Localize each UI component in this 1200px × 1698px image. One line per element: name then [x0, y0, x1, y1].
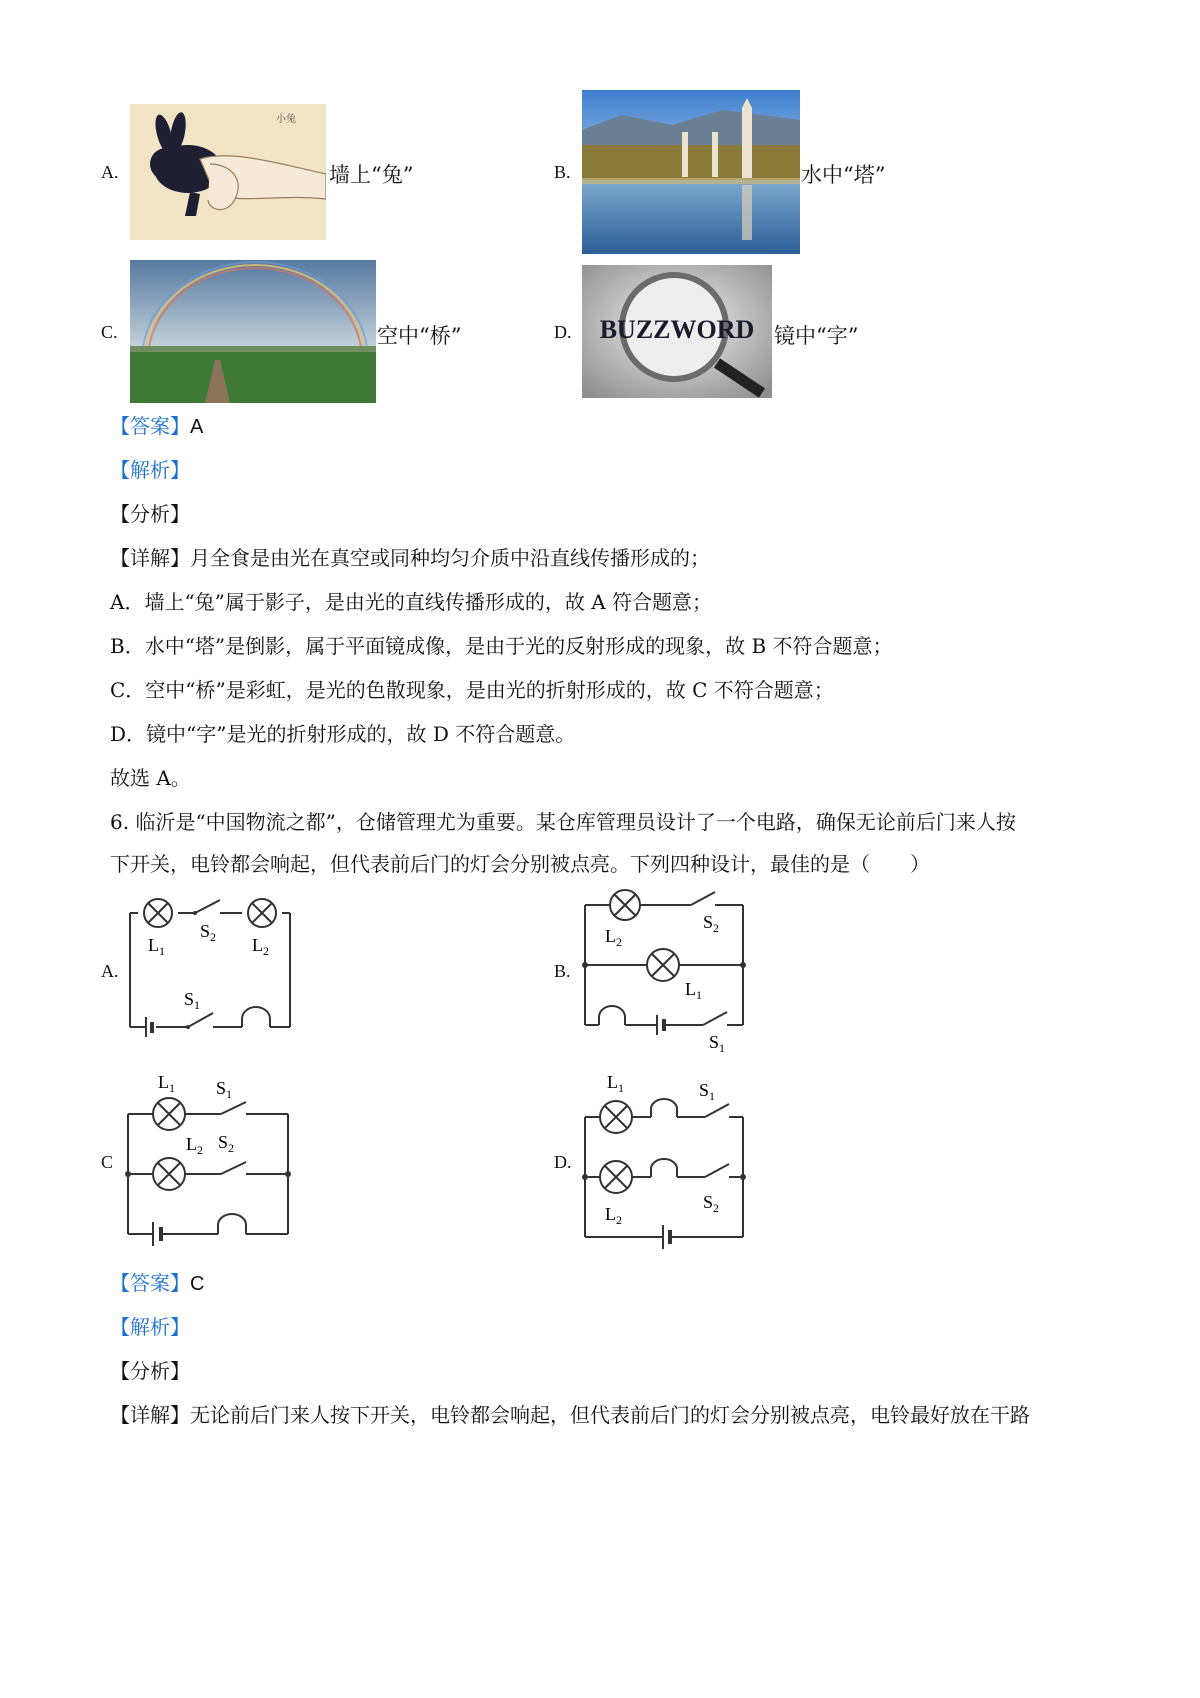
- label-l1: $L_1$: [158, 1072, 175, 1095]
- explanation-line: D．镜中“字”是光的折射形成的，故 D 不符合题意。: [110, 722, 576, 746]
- circuit-c-letter: C: [101, 1152, 114, 1172]
- option-a-caption: 墙上“兔”: [329, 163, 414, 187]
- circuit-b-diagram: [575, 880, 755, 1055]
- label-l1: $L_1$: [685, 979, 702, 1002]
- label-l2: $L_2$: [605, 926, 622, 949]
- answer-value: A: [190, 416, 204, 438]
- circuit-d-letter: D.: [554, 1152, 572, 1172]
- circuit-a-letter: A.: [101, 961, 119, 981]
- label-l2: $L_2$: [605, 1204, 622, 1227]
- label-s2: $S_2$: [218, 1132, 235, 1155]
- rainbow-image: [130, 260, 376, 403]
- label-l2: $L_2$: [252, 935, 269, 958]
- explanation-line: B．水中“塔”是倒影，属于平面镜成像，是由于光的反射形成的现象，故 B 不符合题意；: [110, 634, 893, 658]
- rabbit-shadow-image: [130, 104, 326, 240]
- detail-label: 【详解】: [110, 1403, 190, 1427]
- circuit-d-diagram: [575, 1062, 755, 1257]
- detail-text: 无论前后门来人按下开关，电铃都会响起，但代表前后门的灯会分别被点亮，电铃最好放在干路: [190, 1403, 1030, 1427]
- detail-label: 【详解】: [110, 546, 190, 570]
- fenxi-label: 【分析】: [110, 502, 190, 526]
- conclusion: 故选 A。: [110, 766, 191, 790]
- label-s2: $S_2$: [200, 921, 217, 944]
- label-s1: $S_1$: [216, 1078, 233, 1101]
- explanation-line: A．墙上“兔”属于影子，是由光的直线传播形成的，故 A 符合题意；: [110, 590, 713, 614]
- label-s1: $S_1$: [184, 989, 201, 1012]
- answer-value: C: [190, 1273, 205, 1295]
- answer-label: 【答案】: [110, 1271, 190, 1295]
- magnifier-image: [582, 265, 772, 398]
- option-d-letter: D.: [554, 322, 572, 342]
- option-b-caption: 水中“塔”: [801, 163, 886, 187]
- explanation-line: C．空中“桥”是彩虹，是光的色散现象，是由光的折射形成的，故 C 不符合题意；: [110, 678, 834, 702]
- question-6-stem: 6. 临沂是“中国物流之都”，仓储管理尤为重要。某仓库管理员设计了一个电路，确保无论前后门来人按: [110, 810, 1016, 834]
- option-c-caption: 空中“桥”: [377, 324, 462, 348]
- fenxi-label: 【分析】: [110, 1359, 190, 1383]
- pagoda-reflection-image: [582, 90, 800, 254]
- circuit-a-diagram: [120, 885, 305, 1045]
- option-d-caption: 镜中“字”: [774, 324, 859, 348]
- label-l2: $L_2$: [186, 1134, 203, 1157]
- circuit-b-letter: B.: [554, 961, 571, 981]
- answer-label: 【答案】: [110, 414, 190, 438]
- label-l1: $L_1$: [607, 1072, 624, 1095]
- label-s1: $S_1$: [709, 1032, 726, 1055]
- option-c-letter: C.: [101, 322, 118, 342]
- label-s2: $S_2$: [703, 1192, 720, 1215]
- label-l1: $L_1$: [148, 935, 165, 958]
- rabbit-image-text: 小兔: [276, 114, 296, 125]
- analysis-label: 【解析】: [110, 458, 190, 482]
- question-6-stem-cont: 下开关，电铃都会响起，但代表前后门的灯会分别被点亮。下列四种设计，最佳的是（ ）: [110, 852, 930, 876]
- magnifier-image-text: BUZZWORD: [599, 315, 755, 344]
- label-s1: $S_1$: [699, 1080, 716, 1103]
- option-a-letter: A.: [101, 162, 119, 182]
- detail-text: 月全食是由光在真空或同种均匀介质中沿直线传播形成的；: [190, 546, 710, 570]
- option-b-letter: B.: [554, 162, 571, 182]
- analysis-label: 【解析】: [110, 1315, 190, 1339]
- label-s2: $S_2$: [703, 912, 720, 935]
- circuit-c-diagram: [118, 1062, 303, 1252]
